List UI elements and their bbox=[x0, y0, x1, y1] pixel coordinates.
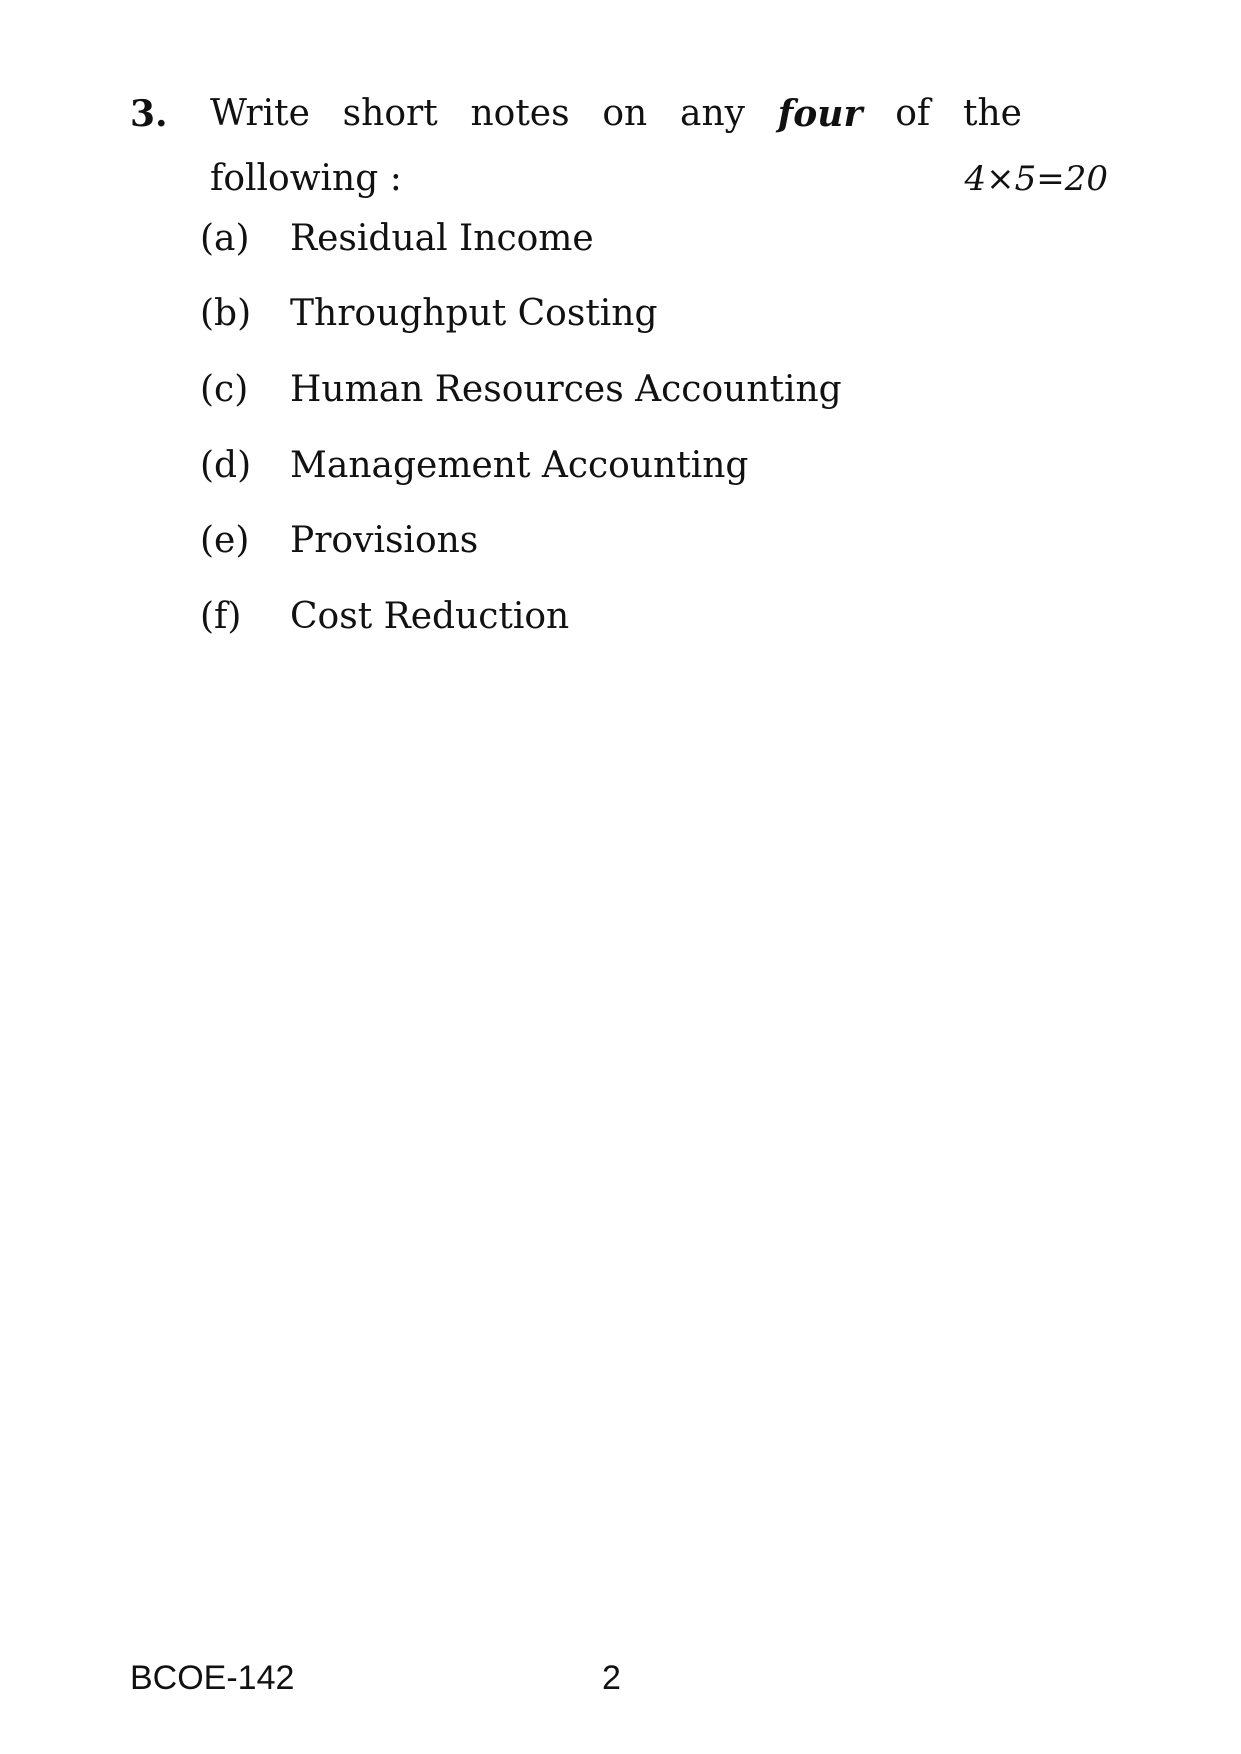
list-item-text: Provisions bbox=[290, 520, 479, 561]
question-word-emphasis: four bbox=[777, 93, 863, 135]
question-word: of bbox=[895, 93, 931, 134]
list-item bbox=[200, 215, 594, 263]
list-item-text: Human Resources Accounting bbox=[290, 369, 842, 410]
marks-allocation: 4×5=20 bbox=[964, 159, 1108, 199]
list-item bbox=[200, 366, 842, 414]
list-item-label: (f) bbox=[200, 596, 242, 637]
list-item bbox=[200, 442, 748, 490]
list-item-text: Residual Income bbox=[290, 218, 594, 259]
question-line-2: following : bbox=[210, 158, 402, 199]
question-word: notes bbox=[470, 93, 570, 134]
question-word: any bbox=[680, 93, 745, 134]
list-item-label: (c) bbox=[200, 369, 249, 410]
list-item-text: Management Accounting bbox=[290, 445, 749, 486]
list-item-text: Cost Reduction bbox=[290, 596, 570, 637]
list-item bbox=[200, 517, 478, 565]
page-number: 2 bbox=[602, 1659, 621, 1697]
question-word: the bbox=[962, 93, 1022, 134]
list-item-label: (b) bbox=[200, 293, 252, 334]
question-word: Write bbox=[210, 93, 310, 134]
list-item-label: (d) bbox=[200, 445, 252, 486]
list-item-label: (a) bbox=[200, 218, 250, 259]
question-number: 3. bbox=[130, 93, 168, 135]
list-item-text: Throughput Costing bbox=[290, 293, 658, 334]
list-item bbox=[200, 593, 569, 641]
question-word: on bbox=[602, 93, 648, 134]
list-item bbox=[200, 290, 658, 338]
question-word: short bbox=[342, 93, 438, 134]
list-item-label: (e) bbox=[200, 520, 250, 561]
course-code: BCOE-142 bbox=[130, 1659, 295, 1697]
question-line-1 bbox=[210, 90, 1022, 138]
